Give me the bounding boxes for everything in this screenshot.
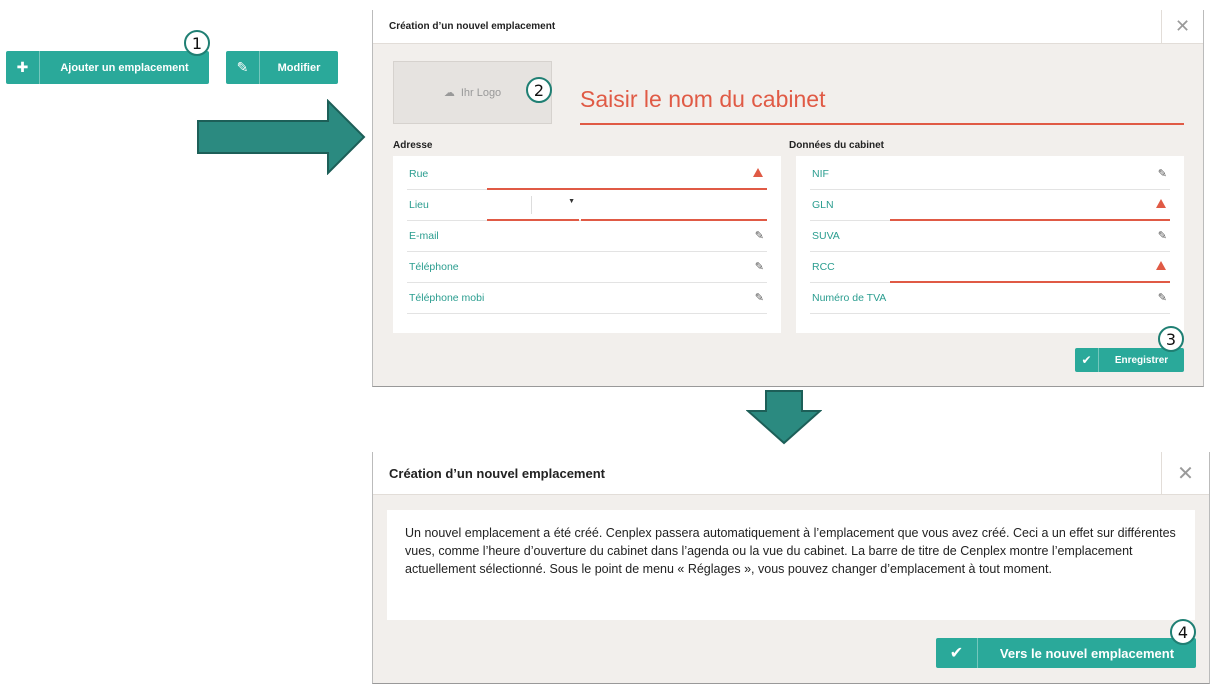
edit-button[interactable]: ✎ Modifier [226,51,338,84]
arrow-right-icon [196,99,366,175]
dialog-header [373,10,1203,44]
message-text: Un nouvel emplacement a été créé. Cenplex passera automatiquement à l’emplacement que vous avez créé. Ceci a un effet sur différentes vues, comme l’heure d’ouverture du cabinet dans l’agenda ou la vue du cabinet. La barre de titre de Cenplex montre l’emplacement actuellement sélectionné. Sous le point de menu « Réglages », vous pouvez changer d’emplacement à tout moment. [405,526,1176,576]
cabinet-data-panel [796,156,1184,333]
go-to-new-location-button[interactable]: ✔ Vers le nouvel emplacement [936,638,1196,668]
field-tva[interactable]: Numéro de TVA ✎ [810,283,1170,314]
address-section-title: Adresse [393,140,433,151]
lieu-dropdown[interactable] [531,196,579,214]
save-button[interactable]: ✔ Enregistrer [1075,348,1184,372]
field-rue[interactable]: Rue [407,159,767,190]
field-nif[interactable]: NIF ✎ [810,159,1170,190]
cloud-icon: ☁ [443,87,455,99]
field-rcc[interactable]: RCC [810,252,1170,283]
logo-upload[interactable]: ☁ Ihr Logo [393,61,552,124]
check-icon: ✔ [1075,348,1099,372]
field-telephone[interactable]: Téléphone ✎ [407,252,767,283]
field-gln[interactable]: GLN [810,190,1170,221]
chevron-down-icon: ▼ [568,198,575,205]
pencil-icon: ✎ [754,230,764,242]
message-box [387,510,1195,620]
dialog-title: Création d’un nouvel emplacement [389,466,605,481]
pencil-icon: ✎ [754,261,764,273]
create-location-dialog [372,10,1204,387]
warning-icon [1156,199,1166,208]
field-lieu[interactable]: Lieu ▼ [407,190,767,221]
pencil-icon: ✎ [226,51,260,84]
warning-icon [1156,261,1166,270]
plus-icon: ✚ [6,51,40,84]
dialog-header [373,452,1209,495]
arrow-down-icon [746,389,822,445]
step-marker-1: 1 [184,30,210,56]
pencil-icon: ✎ [1157,292,1167,304]
dialog-title: Création d’un nouvel emplacement [389,21,556,32]
step-marker-4: 4 [1170,619,1196,645]
add-location-button[interactable]: ✚ Ajouter un emplacement [6,51,209,84]
field-email[interactable]: E-mail ✎ [407,221,767,252]
close-icon[interactable]: ✕ [1161,452,1209,494]
warning-icon [753,168,763,177]
check-icon: ✔ [936,638,978,668]
cabinet-name-input[interactable]: Saisir le nom du cabinet [580,78,1184,125]
pencil-icon: ✎ [1157,168,1167,180]
step-marker-2: 2 [526,77,552,103]
address-panel [393,156,781,333]
field-mobile[interactable]: Téléphone mobi ✎ [407,283,767,314]
step-marker-3: 3 [1158,326,1184,352]
pencil-icon: ✎ [754,292,764,304]
cabinet-data-section-title: Données du cabinet [789,140,885,151]
field-suva[interactable]: SUVA ✎ [810,221,1170,252]
pencil-icon: ✎ [1157,230,1167,242]
close-icon[interactable]: ✕ [1161,10,1203,43]
location-created-dialog [372,452,1210,684]
